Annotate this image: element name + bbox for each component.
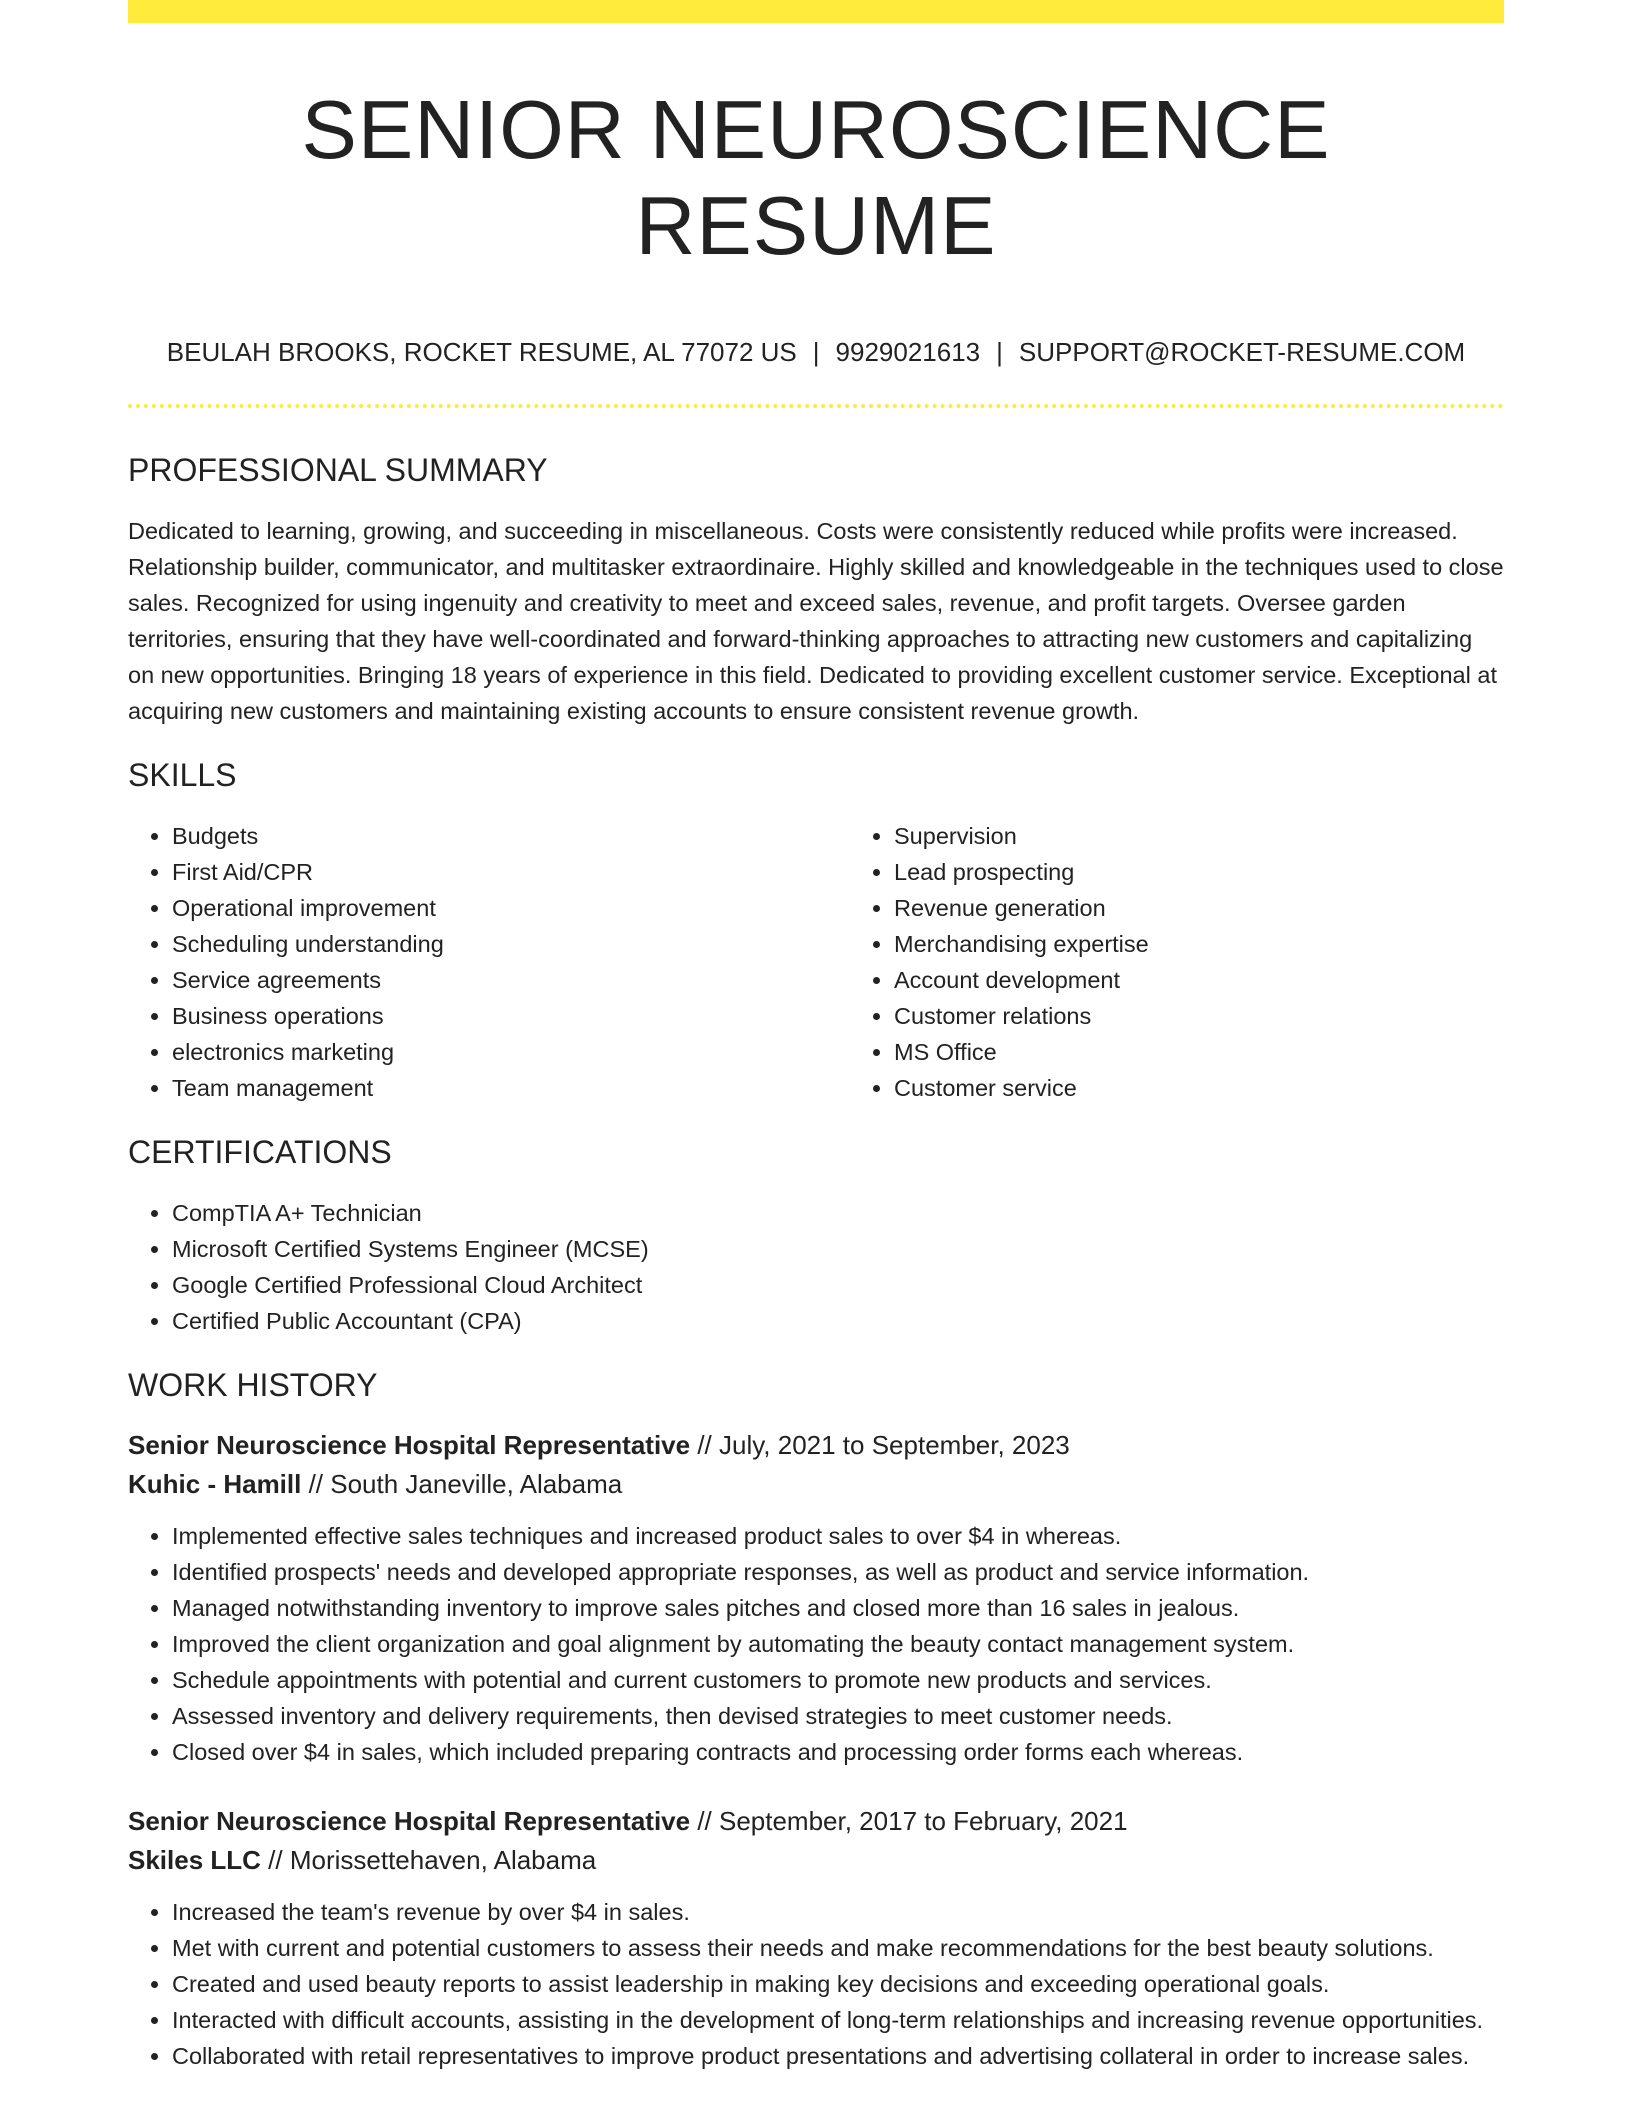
job-bullet: • Met with current and potential customers to assess their needs and make recommendations for the best beauty solutions.: [172, 1930, 1504, 1966]
job-dates: // September, 2017 to February, 2021: [690, 1806, 1128, 1836]
job-dates: // July, 2021 to September, 2023: [690, 1430, 1070, 1460]
job-title-line: [128, 1802, 1504, 1841]
certification-item: • Certified Public Accountant (CPA): [172, 1303, 1504, 1339]
job-bullet: • Managed notwithstanding inventory to improve sales pitches and closed more than 16 sales in jealous.: [172, 1590, 1504, 1626]
skills-heading: SKILLS: [128, 757, 237, 793]
contact-phone: 9929021613: [835, 337, 981, 367]
contact-email[interactable]: SUPPORT@ROCKET-RESUME.COM: [1018, 337, 1466, 367]
skill-item: • Operational improvement: [172, 890, 850, 926]
job-bullet: • Increased the team's revenue by over $4 in sales.: [172, 1894, 1504, 1930]
summary-text: Dedicated to learning, growing, and succeeding in miscellaneous. Costs were consistently reduced while profits were increased. Relationship builder, communicator, and multitasker extraordinaire. Highly skilled and knowledgeable in the techniques used to close sales. Recognized for using ingenuity and creativity to meet and exceed sales, revenue, and profit targets. Oversee garden territories, ensuring that they have well-coordinated and forward-thinking approaches to attracting new customers and capitalizing on new opportunities. Bringing 18 years of experience in this field. Dedicated to providing excellent customer service. Exceptional at acquiring new customers and maintaining existing accounts to ensure consistent revenue growth.: [128, 518, 1504, 724]
job-bullet: • Improved the client organization and goal alignment by automating the beauty contact management system.: [172, 1626, 1504, 1662]
certifications-section: [128, 1133, 1504, 1339]
summary-heading: PROFESSIONAL SUMMARY: [128, 452, 548, 488]
job-bullet-list: [128, 1518, 1504, 1770]
skill-item: • Budgets: [172, 818, 850, 854]
skill-item: • Customer service: [894, 1070, 1572, 1106]
skill-item: • Merchandising expertise: [894, 926, 1572, 962]
job-location: // South Janeville, Alabama: [301, 1469, 623, 1499]
job-bullet: • Interacted with difficult accounts, assisting in the development of long-term relationships and increasing revenue opportunities.: [172, 2002, 1504, 2038]
job-bullet: • Collaborated with retail representatives to improve product presentations and advertising collateral in order to increase sales.: [172, 2038, 1504, 2074]
skills-columns: [128, 818, 1504, 1106]
skill-item: • MS Office: [894, 1034, 1572, 1070]
job-bullet: • Implemented effective sales techniques and increased product sales to over $4 in whereas.: [172, 1518, 1504, 1554]
job-entry: [128, 1426, 1504, 1770]
job-title: Senior Neuroscience Hospital Representative: [128, 1806, 691, 1836]
work-history-heading: WORK HISTORY: [128, 1367, 378, 1403]
skill-item: • Account development: [894, 962, 1572, 998]
job-bullet: • Created and used beauty reports to assist leadership in making key decisions and exceeding operational goals.: [172, 1966, 1504, 2002]
job-bullet: • Closed over $4 in sales, which included preparing contracts and processing order forms each whereas.: [172, 1734, 1504, 1770]
job-company: Skiles LLC: [128, 1845, 261, 1875]
job-company-line: [128, 1465, 1504, 1504]
skill-item: • Supervision: [894, 818, 1572, 854]
job-bullet: • Assessed inventory and delivery requirements, then devised strategies to meet customer needs.: [172, 1698, 1504, 1734]
skill-item: • electronics marketing: [172, 1034, 850, 1070]
certifications-heading: CERTIFICATIONS: [128, 1134, 392, 1170]
dotted-divider: [128, 404, 1504, 408]
contact-separator: |: [812, 337, 820, 367]
skill-item: • Team management: [172, 1070, 850, 1106]
skills-section: [128, 756, 1504, 1106]
job-title-line: [128, 1426, 1504, 1465]
professional-summary-section: [128, 451, 1504, 729]
certifications-list: [128, 1195, 1504, 1339]
job-company: Kuhic - Hamill: [128, 1469, 302, 1499]
skills-left-list: [128, 818, 850, 1106]
certification-item: • CompTIA A+ Technician: [172, 1195, 1504, 1231]
skill-item: • Business operations: [172, 998, 850, 1034]
certification-item: • Google Certified Professional Cloud Architect: [172, 1267, 1504, 1303]
job-bullet-list: [128, 1894, 1504, 2074]
skill-item: • Lead prospecting: [894, 854, 1572, 890]
skill-item: • Service agreements: [172, 962, 850, 998]
work-history-section: [128, 1366, 1504, 2074]
skill-item: • First Aid/CPR: [172, 854, 850, 890]
job-entry: [128, 1802, 1504, 2074]
job-title: Senior Neuroscience Hospital Representative: [128, 1430, 691, 1460]
certification-item: • Microsoft Certified Systems Engineer (MCSE): [172, 1231, 1504, 1267]
skill-item: • Scheduling understanding: [172, 926, 850, 962]
job-bullet: • Identified prospects' needs and developed appropriate responses, as well as product and service information.: [172, 1554, 1504, 1590]
contact-line: [128, 336, 1504, 368]
skill-item: • Customer relations: [894, 998, 1572, 1034]
skills-right-list: [850, 818, 1572, 1106]
contact-separator: |: [996, 337, 1003, 367]
job-location: // Morissettehaven, Alabama: [260, 1845, 597, 1875]
resume-content: [128, 0, 1504, 2074]
resume-title: SENIOR NEUROSCIENCE RESUME: [301, 83, 1331, 272]
contact-address: BEULAH BROOKS, ROCKET RESUME, AL 77072 US: [166, 337, 797, 367]
job-bullet: • Schedule appointments with potential and current customers to promote new products and services.: [172, 1662, 1504, 1698]
job-company-line: [128, 1841, 1504, 1880]
skill-item: • Revenue generation: [894, 890, 1572, 926]
